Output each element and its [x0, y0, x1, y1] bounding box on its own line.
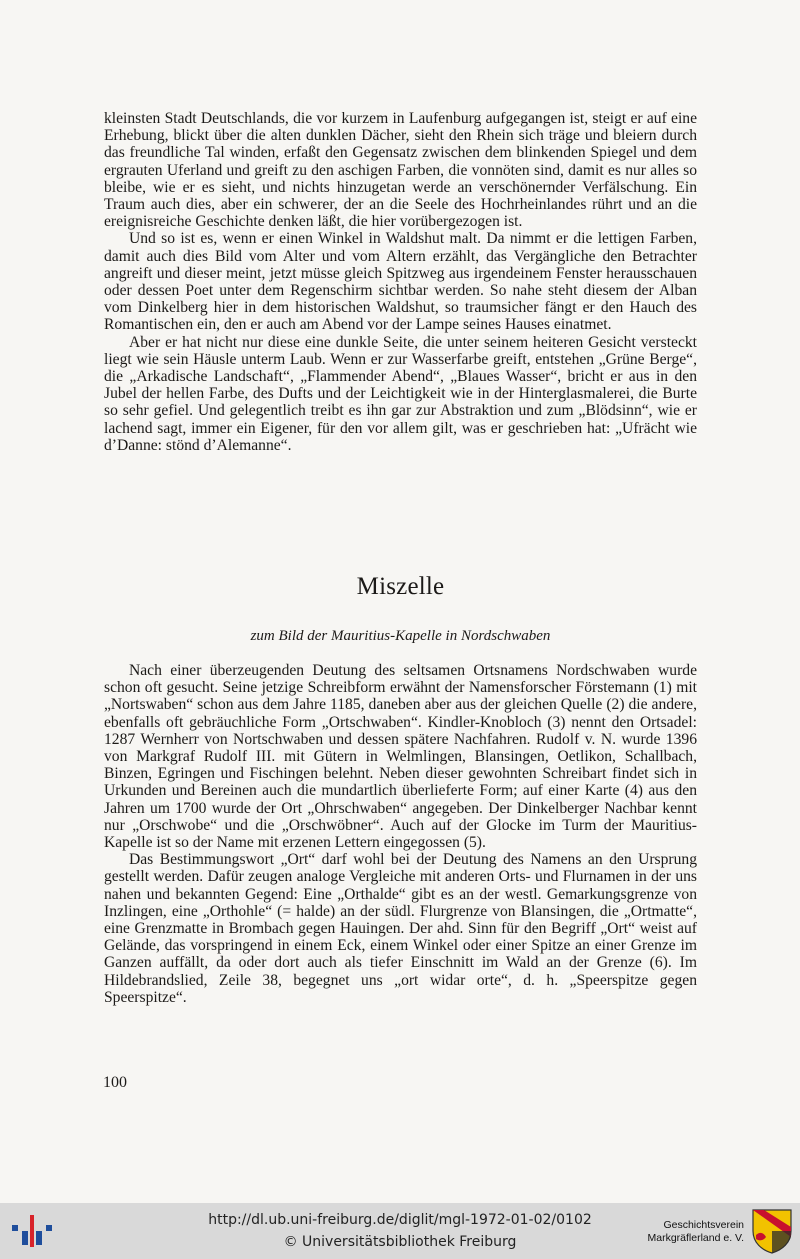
viewer-footer: [0, 1203, 800, 1259]
paragraph: Und so ist es, wenn er einen Winkel in Waldshut malt. Da nimmt er die lettigen Farben, damit auch dies Bild vom Alter und vom Altern erzählt, das Vergängliche den Betrachter angreift und dieser meint, jetzt müsse gleich Spitzweg aus irgendeinem Fenster herausschauen oder dessen Poet unter dem Regenschirm sichtbar werden. So nahe steht diesem der Alban vom Dinkelberg hier in dem historischen Waldshut, so traumsicher fängt er den Hauch des Romantischen ein, den er auch am Abend vor der Lampe seines Hauses einatmet.: [104, 230, 697, 334]
society-line-1: Geschichtsverein: [663, 1219, 744, 1231]
paragraph: Nach einer überzeugenden Deutung des seltsamen Ortsnamens Nordschwaben wurde schon oft gesucht. Seine jetzige Schreibform erwähnt der Namensforscher Förstemann (1) mit „Nortswaben“ schon aus dem Jahre 1185, daneben aber aus der gleichen Quelle (2) die andere, ebenfalls oft gebräuchliche Form „Ortschwaben“. Kindler-Knobloch (3) nennt den Ortsadel: 1287 Wernherr von Nortschwaben und dessen spätere Nachfahren. Rudolf v. N. wurde 1396 von Markgraf Rudolf III. mit Gütern in Welmlingen, Blansingen, Oetlikon, Schallbach, Binzen, Egringen und Fischingen belehnt. Neben dieser gewohnten Schreibart findet sich in Urkunden und Bereinen auch die mundartlich überlieferte Form; auf einer Karte (4) aus den Jahren um 1700 wurde der Ort „Ohrschwaben“ angegeben. Der Dinkelberger Nachbar kennt nur „Orschwobe“ und die „Orschwöbner“. Auch auf der Glocke im Turm der Mauritius-Kapelle ist so der Name mit erzenen Lettern eingegossen (5).: [104, 662, 697, 852]
paragraph: kleinsten Stadt Deutschlands, die vor kurzem in Laufenburg aufgegangen ist, steigt er auf eine Erhebung, blickt über die alten dunklen Dächer, sieht den Rhein sich träge und bleiern durch das freundliche Tal winden, erfaßt den Gegensatz zwischen dem blinkenden Spiegel und dem ergrauten Uferland und greift zu den aschigen Farben, die vonnöten sind, damit es nur alles so bleibe, wie er es sieht, und nichts hinzugetan werde an verschönernder Verfälschung. Ein Traum auch dies, aber ein schwerer, der an die Seele des Hochrheinlandes rührt und an die ereignisreiche Geschichte denken läßt, die hier vorübergezogen ist.: [104, 110, 697, 231]
text-block-top: [104, 110, 697, 454]
section-subtitle: zum Bild der Mauritius-Kapelle in Nordschwaben: [250, 628, 551, 644]
ub-freiburg-logo-icon[interactable]: [10, 1211, 54, 1251]
paragraph: Aber er hat nicht nur diese eine dunkle Seite, die unter seinem heiteren Gesicht versteckt liegt wie sein Häusle unterm Laub. Wenn er zur Wasserfarbe greift, entstehen „Grüne Berge“, die „Arkadische Landschaft“, „Flammender Abend“, „Blaues Wasser“, bricht er aus in den Jubel der hellen Farbe, des Dufts und der Leichtigkeit wie in der Hinterglasmalerei, die Burte so sehr gefiel. Und gelegentlich treibt es ihn gar zur Abstraktion und zum „Blödsinn“, wie er lachend sagt, immer ein Eigener, für den vor allem gilt, was er geschrieben hat: „Ufrächt wie d’Danne: stönd d’Alemanne“.: [104, 333, 697, 454]
document-url-link[interactable]: http://dl.ub.uni-freiburg.de/diglit/mgl-1972-01-02/0102: [208, 1212, 592, 1228]
copyright-text: © Universitätsbibliothek Freiburg: [283, 1234, 517, 1250]
coat-of-arms-icon[interactable]: [750, 1207, 794, 1255]
text-block-bottom: [104, 662, 697, 1006]
page-number: 100: [103, 1074, 127, 1091]
society-name[interactable]: [648, 1219, 745, 1245]
section-heading: Miszelle: [356, 573, 445, 600]
paragraph: Das Bestimmungswort „Ort“ darf wohl bei der Deutung des Namens an den Ursprung gestellt werden. Dafür zeugen analoge Vergleiche mit anderen Orts- und Flurnamen in der uns nahen und bekannten Gegend: Eine „Orthalde“ gibt es an der westl. Gemarkungsgrenze von Inzlingen, eine „Orthohle“ (= halde) an der südl. Flurgrenze von Blansingen, die „Ortmatte“, eine Grenzmatte in Brombach gegen Hauingen. Der ahd. Sinn für den Begriff „Ort“ weist auf Gelände, das vorspringend in einem Eck, einem Winkel oder einer Spitze an einer Grenze im Ganzen auffällt, da oder dort auch als tiefer Einschnitt im Wald an der Grenze (6). Im Hildebrandslied, Zeile 38, begegnet uns „ort widar orte“, d. h. „Speerspitze gegen Speerspitze“.: [104, 851, 697, 1006]
society-line-2: Markgräflerland e. V.: [647, 1232, 744, 1244]
